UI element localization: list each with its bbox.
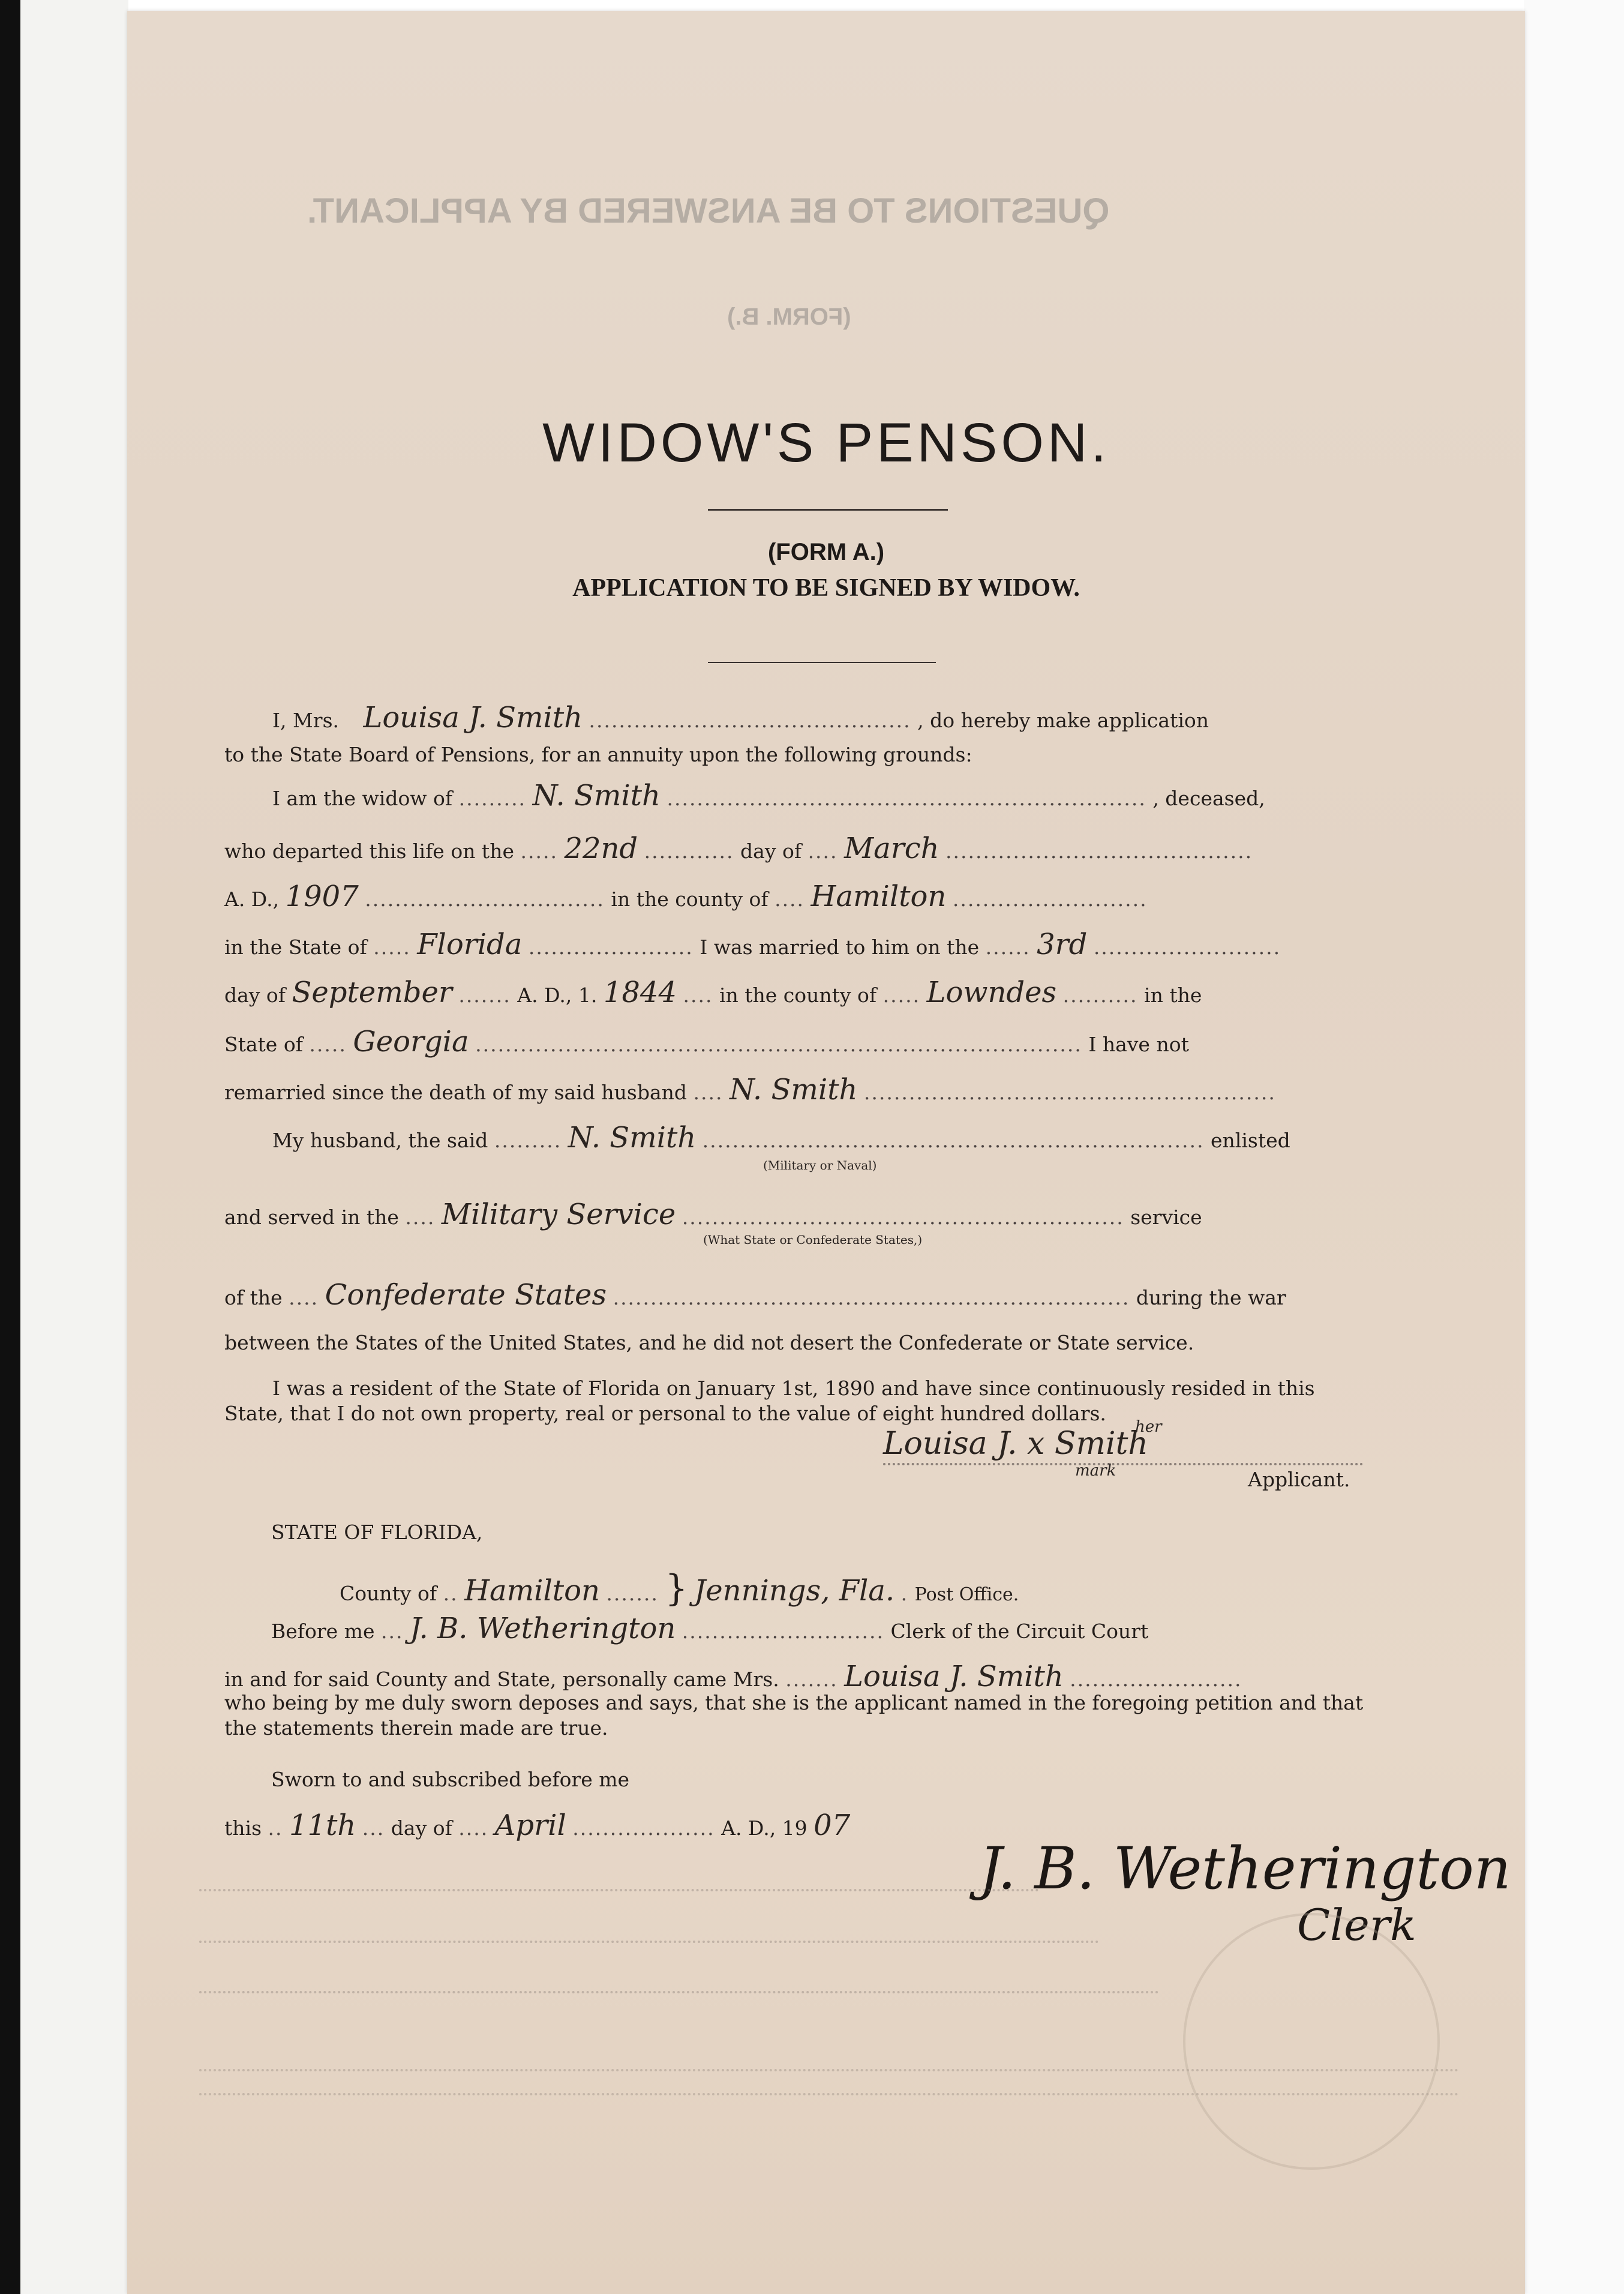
clerk-signature: J. B. Wetherington	[979, 1835, 1511, 1902]
subscribed-text: Sworn to and subscribed before me	[271, 1768, 630, 1791]
subtitle-rule	[708, 662, 936, 663]
applicant-label: Applicant.	[1248, 1468, 1350, 1491]
before-me-label: Before me	[271, 1620, 375, 1643]
line-departed	[224, 832, 1430, 865]
day-of-label: day of	[391, 1816, 452, 1840]
scanner-bed-right	[1524, 0, 1624, 2294]
marriage-year: 1844	[603, 976, 677, 1009]
line-sworn	[224, 1691, 1430, 1714]
dots: .........................................	[945, 839, 1253, 863]
dots: .....................................................................	[613, 1286, 1130, 1309]
married-label: I was married to him on the	[700, 935, 980, 959]
dots: .....	[520, 839, 558, 863]
deceased-label: , deceased,	[1152, 787, 1265, 810]
faint-row	[199, 1941, 1099, 1943]
between-text: between the States of the United States, and he did not desert the Confederate or State service.	[224, 1331, 1194, 1354]
dots: .....	[373, 935, 411, 959]
post-office-label: Post Office.	[914, 1584, 1019, 1605]
dots: ................................	[365, 887, 605, 911]
dots: .........	[494, 1129, 562, 1152]
remarried-label: remarried since the death of my said husband	[224, 1081, 688, 1104]
line-marriage-date	[224, 976, 1430, 1009]
her-label: her	[1135, 1418, 1162, 1436]
war-label: during the war	[1136, 1286, 1286, 1309]
scanner-bed	[20, 0, 128, 2294]
property-text: State, that I do not own property, real or personal to the value of eight hundred dollars.	[224, 1402, 1106, 1425]
line-mrs	[224, 701, 1430, 734]
bleed-through-form: (FORM. B.)	[727, 304, 851, 330]
line-subscribed	[271, 1768, 629, 1791]
dots: ................................................................	[667, 787, 1146, 810]
dots: ....	[775, 887, 805, 911]
clerk-name: J. B. Wetherington	[409, 1612, 676, 1645]
line-confederate	[224, 1278, 1430, 1312]
widow-label: I am the widow of	[272, 787, 453, 810]
form-subtitle: APPLICATION TO BE SIGNED BY WIDOW.	[572, 574, 1080, 602]
dots: ...........................	[682, 1620, 884, 1643]
resident-text: I was a resident of the State of Florida on January 1st, 1890 and have since continuously resided in this	[272, 1377, 1315, 1400]
true-text: the statements therein made are true.	[224, 1716, 608, 1740]
departed-label: who departed this life on the	[224, 839, 514, 863]
line-remarried	[224, 1073, 1430, 1106]
dots: ...........................................	[589, 709, 911, 732]
line-widow	[224, 779, 1430, 812]
husband-said-label: My husband, the said	[272, 1129, 488, 1152]
service-branch: Military Service	[441, 1198, 676, 1231]
pension-form-page	[127, 11, 1525, 2294]
dots: ....	[458, 1816, 489, 1840]
dots: ....	[808, 839, 838, 863]
county-label: in the county of	[719, 983, 877, 1007]
title-rule	[708, 509, 948, 511]
post-office-value: Jennings, Fla.	[694, 1574, 895, 1608]
line-before	[271, 1612, 1471, 1645]
death-state: Florida	[417, 928, 523, 961]
dots: ...................................................................	[702, 1129, 1205, 1152]
embossed-seal	[1183, 1913, 1440, 2170]
line-grounds	[224, 743, 1430, 766]
sworn-text: who being by me duly sworn deposes and says, that she is the applicant named in the foregoing petition and that	[224, 1691, 1364, 1714]
state-label: in the State of	[224, 935, 367, 959]
death-day: 22nd	[564, 832, 638, 865]
bleed-through-heading: QUESTIONS TO BE ANSWERED BY APPLICANT.	[307, 191, 1110, 230]
clerk-court-label: Clerk of the Circuit Court	[890, 1620, 1149, 1643]
dots: .....	[309, 1033, 347, 1056]
line-year-county	[224, 880, 1430, 913]
line-resident	[224, 1377, 1430, 1400]
dots: .......	[785, 1668, 838, 1691]
county-label: County of	[340, 1582, 437, 1605]
line-marriage-state	[224, 1025, 1430, 1058]
line-served	[224, 1198, 1430, 1231]
sworn-month: April	[494, 1809, 566, 1842]
form-label: (FORM A.)	[767, 539, 885, 565]
line-came	[224, 1660, 1430, 1693]
clerk-title: Clerk	[1297, 1900, 1416, 1950]
dots: ..........................	[952, 887, 1148, 911]
marriage-county: Lowndes	[926, 976, 1057, 1009]
dots: .........	[458, 787, 527, 810]
dots: ..	[268, 1816, 283, 1840]
dots: ..	[443, 1582, 458, 1605]
line-county-po	[340, 1567, 1419, 1609]
line-property	[224, 1402, 1430, 1425]
service-label: service	[1130, 1206, 1202, 1229]
state-note: (What State or Confederate States,)	[703, 1233, 923, 1247]
served-label: and served in the	[224, 1206, 399, 1229]
application-text: , do hereby make application	[917, 709, 1209, 732]
husband-name: N. Smith	[532, 779, 661, 812]
dots: ......	[985, 935, 1031, 959]
county-label: in the county of	[611, 887, 769, 911]
dots: .......................................................	[863, 1081, 1276, 1104]
dots: ....	[693, 1081, 724, 1104]
of-the-label: of the	[224, 1286, 283, 1309]
form-title: WIDOW'S PENSON.	[542, 412, 1110, 473]
dots: ...................	[572, 1816, 715, 1840]
this-label: this	[224, 1816, 262, 1840]
husband-name-2: N. Smith	[730, 1073, 858, 1106]
line-true	[224, 1716, 1430, 1740]
ad-label: A. D., 1.	[517, 983, 598, 1007]
line-enlisted	[224, 1121, 1430, 1155]
marriage-day: 3rd	[1037, 928, 1088, 961]
dots: ....	[289, 1286, 319, 1309]
marriage-month: September	[292, 976, 452, 1009]
dots: ......................	[528, 935, 694, 959]
state-of-label: State of	[224, 1033, 303, 1056]
line-between	[224, 1331, 1430, 1354]
dots: ...	[362, 1816, 385, 1840]
dots: .	[900, 1582, 909, 1605]
ad-label: A. D., 19	[721, 1816, 808, 1840]
affiant-name: Louisa J. Smith	[844, 1660, 1064, 1693]
dots: .......................	[1070, 1668, 1242, 1691]
military-note: (Military or Naval)	[763, 1158, 877, 1173]
sworn-day: 11th	[289, 1809, 356, 1842]
came-label: in and for said County and State, personally came Mrs.	[224, 1668, 779, 1691]
applicant-signature: Louisa J. x Smith	[883, 1426, 1148, 1462]
grounds-text: to the State Board of Pensions, for an annuity upon the following grounds:	[224, 743, 972, 766]
dots: .....	[882, 983, 921, 1007]
dots: ....	[405, 1206, 436, 1229]
dots: ...	[380, 1620, 404, 1643]
brace: }	[665, 1567, 688, 1609]
death-county: Hamilton	[811, 880, 947, 913]
sworn-year: 07	[813, 1809, 851, 1842]
mark-label: mark	[1075, 1462, 1116, 1480]
faint-row	[199, 1889, 1039, 1891]
signature-line	[883, 1463, 1363, 1465]
dots: ....	[683, 983, 713, 1007]
death-month: March	[844, 832, 939, 865]
marriage-state: Georgia	[353, 1025, 469, 1058]
state-of-florida: STATE OF FLORIDA,	[271, 1521, 483, 1544]
line-state-married	[224, 928, 1430, 961]
day-of-label: day of	[740, 839, 802, 863]
dots: .................................................................................	[475, 1033, 1082, 1056]
affidavit-county: Hamilton	[464, 1574, 600, 1608]
mrs-label: I, Mrs.	[272, 709, 340, 732]
in-the-label: in the	[1144, 983, 1202, 1007]
faint-row	[199, 1991, 1159, 1993]
applicant-name: Louisa J. Smith	[363, 701, 583, 734]
ad-label: A. D.,	[224, 887, 280, 911]
not-label: I have not	[1088, 1033, 1189, 1056]
dots: ...........................................................	[682, 1206, 1124, 1229]
scanner-edge	[0, 0, 20, 2294]
dots: .......	[606, 1582, 659, 1605]
confederate-states: Confederate States	[325, 1278, 607, 1312]
dots: ..........	[1062, 983, 1138, 1007]
death-year: 1907	[285, 880, 359, 913]
day-of-label: day of	[224, 983, 286, 1007]
husband-name-3: N. Smith	[568, 1121, 697, 1155]
dots: ............	[644, 839, 734, 863]
dots: .........................	[1093, 935, 1281, 959]
enlisted-label: enlisted	[1211, 1129, 1290, 1152]
dots: .......	[458, 983, 511, 1007]
